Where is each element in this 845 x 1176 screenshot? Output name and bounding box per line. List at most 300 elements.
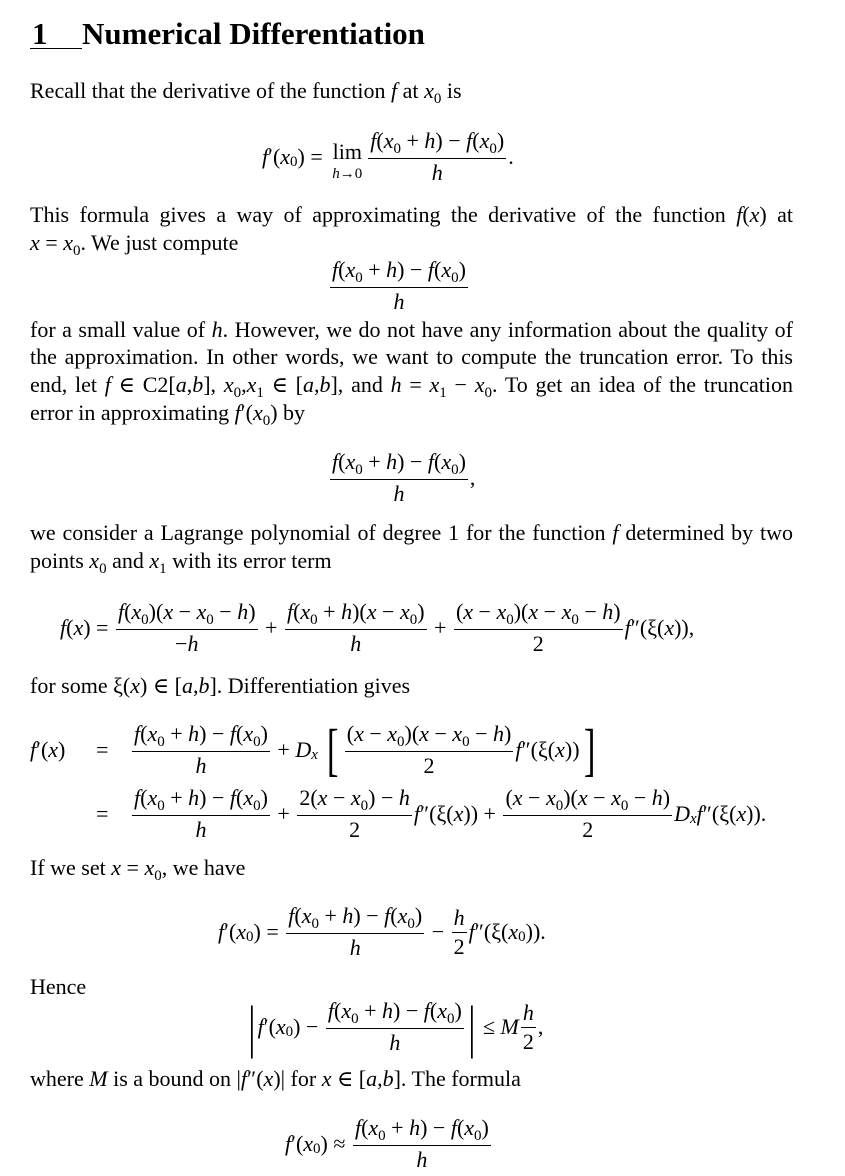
math-text: x [453,801,464,826]
math-text: ( [124,599,132,624]
math-text: f [384,903,391,928]
equation-lagrange-polynomial [60,596,694,660]
math-text: )( [352,599,367,624]
math-text: 0 [72,243,81,259]
math-text: 1 [439,385,447,401]
paragraph-line [30,317,793,343]
math-text: − [175,631,188,656]
math-text: ) − [199,721,230,746]
math-text: 0 [157,734,165,750]
math-text: x [300,599,311,624]
math-text: x [111,855,122,880]
math-text: )| for [273,1066,322,1091]
math-text: ], and [330,372,391,397]
math-text: ∈ [ [331,1066,367,1091]
math-text: ″(ξ( [702,801,737,826]
math-text: 0 [154,868,162,884]
math-text: ( [140,785,148,810]
math-text: 0 [397,734,405,750]
math-text: ) ≈ [320,1131,351,1156]
math-text: = [401,372,430,397]
math-text: we consider a Lagrange polynomial of degree 1 for the function [30,520,613,545]
math-text: x [63,230,73,255]
math-text: h [393,481,405,506]
fraction [132,785,270,843]
math-text: 0 [233,385,242,401]
math-text: ) = [297,144,329,169]
math-text: 0 [518,928,526,945]
paragraph-line [30,1066,521,1092]
math-text: h [211,317,223,342]
math-text: − [428,721,453,746]
equation-difference-quotient [328,446,475,510]
math-text: + [362,257,387,282]
math-text: + [317,599,342,624]
fraction-numerator [503,785,672,816]
fraction-numerator [368,128,506,159]
math-text: ( [429,998,438,1023]
fraction-numerator [132,721,270,752]
math-text: 0 [355,462,363,478]
math-text: − [173,599,197,624]
math-text: ) − [293,1014,324,1039]
math-text: h [493,721,505,746]
math-text: ) [458,257,466,282]
math-text: M [89,1066,108,1091]
math-text: determined by two [618,520,793,545]
paragraph-line [30,372,793,401]
math-text: x [419,721,429,746]
math-text: , [469,465,476,490]
math-text: x [275,1014,286,1039]
math-text: , [377,1066,383,1091]
math-text: x [749,202,760,227]
math-text: ″( [247,1066,264,1091]
math-text: − [578,599,603,624]
math-text: f [60,615,67,640]
math-text: 0 [484,385,492,401]
math-text: h [386,449,398,474]
fraction-denominator [452,933,467,960]
math-text: ) [481,1115,489,1140]
fraction-denominator [348,630,363,657]
math-text: ] [583,717,596,782]
fraction-numerator [297,785,412,816]
math-text: x [236,919,247,944]
fraction [353,1115,491,1173]
math-text: x [311,746,318,763]
math-text: h [389,1030,401,1055]
fraction [454,599,623,657]
math-text: )) [564,737,580,762]
math-text: ( [390,903,398,928]
math-text: f [450,1115,457,1140]
math-text: x [130,673,140,698]
math-text: ) ∈ [ [140,673,182,698]
math-text: x [144,855,155,880]
fraction-denominator [580,816,595,843]
math-text: 0 [253,798,261,814]
paragraph-line [30,230,238,259]
math-text: + [164,785,189,810]
math-text: h [390,372,402,397]
math-text: f [229,721,236,746]
math-text: x [528,599,539,624]
math-text: + [385,1115,410,1140]
math-text: f [104,372,111,397]
math-text: h [453,904,465,930]
math-text: h [237,599,249,624]
math-text: 2( [299,785,318,810]
math-text: 0 [474,1128,482,1144]
math-text: 1 [159,561,167,577]
math-text: 0 [620,798,629,814]
math-text: f [257,1014,264,1039]
math-text: ( [334,998,342,1023]
math-text: 0 [246,928,254,945]
math-text: x [350,785,361,810]
math-text: x [147,785,158,810]
limit-subscript [332,163,362,185]
math-text: , [186,372,193,397]
math-text: )) + [463,801,502,826]
math-text: ) [454,998,462,1023]
math-text: h [382,998,394,1023]
math-text: ( [236,785,244,810]
math-text: x [383,128,394,153]
math-text: x [345,257,356,282]
math-text: ) [414,903,423,928]
math-text: This formula gives a way of approximating the derivative of the function [30,202,737,227]
fraction-denominator [391,288,406,315]
math-text: − [363,721,388,746]
math-text: )( [563,785,578,810]
math-text: + [428,615,452,640]
math-text: x [163,599,174,624]
math-text: h [349,935,361,960]
math-text: h [431,160,443,185]
math-text: ( [338,257,346,282]
math-text: x [252,400,263,425]
section-title: Numerical Differentiation [82,16,425,51]
math-text: ) − [353,903,385,928]
math-text: − [327,785,351,810]
math-text: , we have [161,855,246,880]
math-text: f [413,801,420,826]
math-text: + [318,903,343,928]
math-text: )( [404,721,420,746]
math-text: f [736,202,743,227]
fraction-denominator [387,1029,402,1056]
fraction-denominator [193,816,208,843]
math-text: 0 [446,1011,455,1027]
math-text: f [229,785,236,810]
math-text: ) [417,599,425,624]
equation-differentiation-line1 [130,718,599,782]
math-text: f [354,1115,362,1140]
math-text: f [117,599,125,624]
math-text: ) [248,599,256,624]
math-text: x [48,737,59,762]
math-text: [ [327,717,339,782]
fraction [297,785,412,843]
math-text: a [302,372,314,397]
math-text: x [89,548,100,573]
math-text: Hence [30,974,87,999]
math-text: x [223,372,234,397]
fraction-numerator [132,785,270,816]
math-text: 0 [433,91,442,107]
math-text: − [213,599,238,624]
math-text: x [452,721,463,746]
math-text: x [73,615,84,640]
math-text: →0 [339,166,363,182]
math-text: ′( [291,1131,304,1156]
math-text: a [181,673,193,698]
math-text: h [195,753,207,778]
paragraph-line [30,400,305,429]
math-text: 0 [99,561,107,577]
math-text: b [382,1066,394,1091]
math-text: ) [58,737,66,762]
math-text: 0 [311,916,319,932]
math-text: 0 [451,462,459,478]
math-text: 0 [285,1023,294,1040]
math-text: ) = [83,615,114,640]
paragraph-line [30,548,332,577]
math-text: − [473,599,497,624]
math-text: f [332,257,339,282]
math-text: ) − [420,1115,451,1140]
math-text: where [30,1066,90,1091]
fraction-numerator [345,721,514,752]
math-text: x [736,801,747,826]
math-text: ]. Differentiation gives [209,673,411,698]
math-text: h [424,128,436,153]
math-text: x [664,615,675,640]
math-text: a [366,1066,378,1091]
equation-differentiation-line2 [130,782,766,846]
math-text: x [545,785,556,810]
math-text: f [134,721,141,746]
math-text: x [555,737,565,762]
fraction-denominator [414,1146,429,1173]
paragraph-line [30,855,245,884]
math-text: x [317,785,328,810]
equation-equals [96,782,108,846]
math-text: 0 [262,413,271,429]
math-text: x [496,599,507,624]
math-text: ″(ξ( [521,737,556,762]
math-text: ]. The formula [393,1066,521,1091]
math-text: f [286,599,294,624]
math-text: the approximation. In other words, we want to compute the truncation error. To this [30,344,793,369]
math-text: f [370,128,377,153]
math-text: . To get an idea of the truncation [492,372,793,397]
math-text: x [437,998,447,1023]
equation-derivative-definition [262,125,514,189]
math-text: ′( [268,144,281,169]
math-text: ) [613,599,621,624]
math-text: ) [260,785,268,810]
math-text: − [538,599,562,624]
math-text: h [188,785,200,810]
math-text: 0 [313,1140,321,1157]
math-text: 0 [141,612,149,628]
math-text: x [301,903,312,928]
math-text: ( [505,785,513,810]
math-text: , [241,372,247,397]
math-text: ″(ξ( [474,919,509,944]
math-text: ( [472,128,480,153]
fraction-denominator [531,630,546,657]
math-text: ∈ [ [263,372,303,397]
equation-forward-difference-error [218,900,546,964]
math-text: 0 [378,1128,386,1144]
math-text: 0 [462,734,470,750]
math-text: D [295,737,312,762]
paragraph-line [30,202,793,228]
math-text: D [674,801,690,826]
math-text: ) − [199,785,230,810]
fraction [326,998,464,1056]
paragraph-line [30,344,793,370]
math-text: h [602,599,614,624]
math-text: ( [742,202,750,227]
math-text: 0 [206,612,214,628]
math-text: ( [455,599,464,624]
math-text: ( [294,903,302,928]
math-text: ′( [224,919,237,944]
math-text: x [131,599,142,624]
math-text: ) [504,721,512,746]
math-text: 2 [157,372,169,397]
math-text: ) − [393,998,424,1023]
math-text: f [218,919,225,944]
math-text: f [262,144,269,169]
fraction-denominator [193,752,208,779]
math-text: . [508,144,514,169]
math-text: x [464,1115,475,1140]
math-text: x [474,372,485,397]
math-text: f [288,903,295,928]
math-text: h [398,785,410,810]
math-text: 0 [407,916,415,932]
math-text: ) − [397,449,428,474]
fraction-denominator [422,752,437,779]
math-text: 0 [489,141,497,157]
math-text: ( [434,257,442,282]
math-text: h [188,721,200,746]
math-text: h [195,817,207,842]
math-text: )). [525,919,546,944]
math-text: 0 [355,270,363,286]
fraction-numerator [452,905,467,933]
math-text: x [280,144,291,169]
math-text: x [441,449,452,474]
math-text: and [106,548,150,573]
math-text: + [400,128,425,153]
math-text: f [234,400,241,425]
math-text: = [39,230,64,255]
math-text: f [327,998,335,1023]
math-text: 0 [310,612,318,628]
math-text: )( [148,599,164,624]
math-text: h [416,1147,428,1172]
math-text: ) − [368,785,399,810]
math-text: ″(ξ( [630,615,665,640]
fraction [521,1000,536,1055]
math-text: h [332,166,340,182]
math-text: h [350,631,362,656]
math-text: )( [513,599,529,624]
math-text: 0 [157,798,165,814]
math-text: − [587,785,612,810]
math-text: f [285,1131,292,1156]
math-text: x [611,785,621,810]
math-text: b [198,673,210,698]
math-text: 1 [256,385,264,401]
limit-label: lim [332,139,362,164]
math-text: x [512,785,523,810]
math-text: x [399,599,410,624]
math-text: with its error term [166,548,332,573]
math-text: ) [260,721,268,746]
math-text: + [271,801,296,826]
math-text: ( [66,615,74,640]
math-text: x [196,599,207,624]
fraction-numerator [326,998,464,1029]
equation-difference-quotient [328,254,470,318]
fraction [116,599,258,657]
math-text: . We just compute [80,230,239,255]
math-text: f [332,449,339,474]
fraction-denominator [521,1028,536,1055]
math-text: 0 [253,734,261,750]
math-text: − [469,721,494,746]
math-text: points [30,548,90,573]
math-text: x [345,449,356,474]
math-text: ) [458,449,466,474]
fraction-numerator [285,599,427,630]
math-text: ], [203,372,224,397]
math-text: 2 [349,817,361,842]
math-text: b [319,372,331,397]
math-text: ( [293,599,301,624]
fraction-denominator [391,480,406,507]
math-text: f [624,615,631,640]
math-text: ( [434,449,442,474]
math-text: h [393,289,405,314]
math-text: = [96,801,109,826]
math-text: ( [361,1115,369,1140]
math-text: + [259,615,283,640]
math-text: 0 [360,798,369,814]
math-text: | [468,994,476,1059]
fraction-denominator [173,630,200,657]
math-text: h [342,903,354,928]
math-text: ( [346,721,355,746]
fraction [452,905,467,960]
math-text: ( [456,1115,465,1140]
math-text: x [341,998,352,1023]
math-text: | [248,994,256,1059]
math-text: ″(ξ( [419,801,454,826]
fraction [132,721,270,779]
fraction-numerator [286,903,424,934]
math-text: 0 [571,612,579,628]
math-text: , [537,1014,544,1039]
